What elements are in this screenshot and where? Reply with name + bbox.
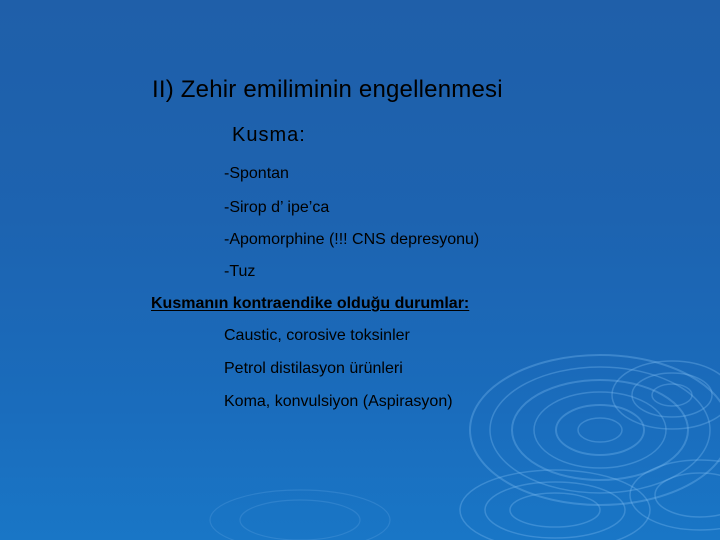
vomiting-method-item: -Spontan xyxy=(224,165,289,182)
vomiting-method-item: -Tuz xyxy=(224,263,256,280)
contraindication-item: Petrol distilasyon ürünleri xyxy=(224,360,403,377)
vomiting-heading: Kusma: xyxy=(232,124,306,146)
contraindication-item: Caustic, corosive toksinler xyxy=(224,327,410,344)
contraindications-heading: Kusmanın kontraendike olduğu durumlar: xyxy=(151,295,470,312)
vomiting-method-item: -Apomorphine (!!! CNS depresyonu) xyxy=(224,231,480,248)
vomiting-method-item: -Sirop d’ ipe’ca xyxy=(224,199,330,216)
slide-title: II) Zehir emiliminin engellenmesi xyxy=(152,76,503,103)
contraindication-item: Koma, konvulsiyon (Aspirasyon) xyxy=(224,393,453,410)
